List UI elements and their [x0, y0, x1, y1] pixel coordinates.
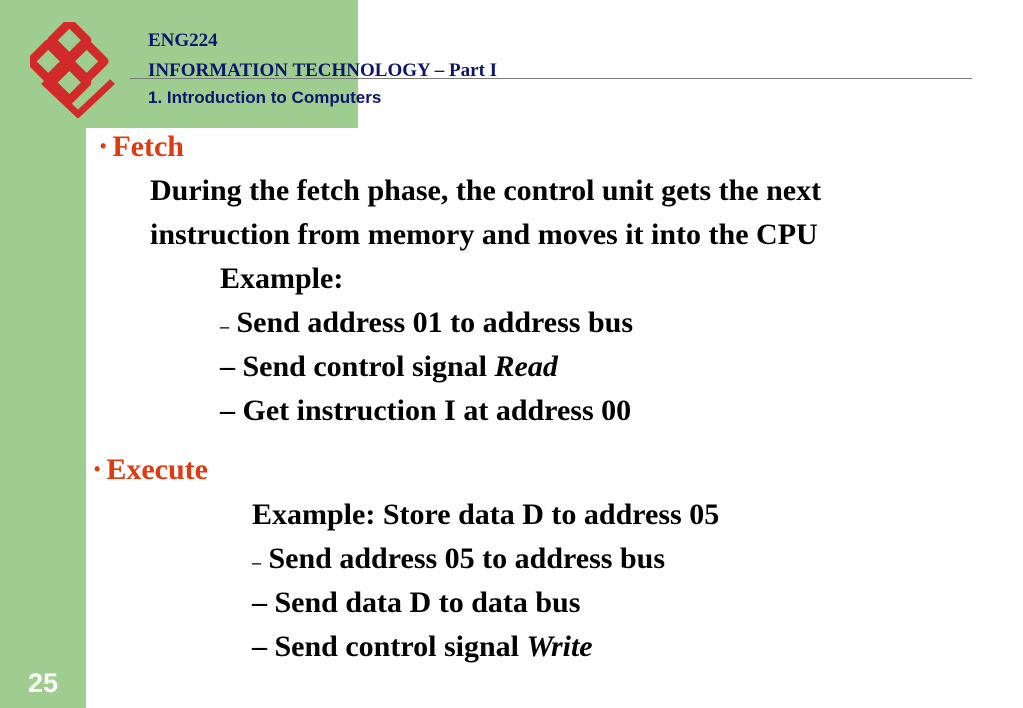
section-subtitle: 1. Introduction to Computers — [148, 88, 382, 107]
dash-icon: – — [252, 630, 267, 663]
execute-heading: Execute — [106, 453, 208, 486]
execute-bullet-heading — [94, 453, 208, 489]
fetch-step-text: Get instruction I at address 00 — [235, 394, 632, 427]
fetch-step-text: Send control signal — [235, 350, 495, 383]
dash-icon: – — [252, 552, 261, 572]
fetch-step-emphasis: Read — [494, 350, 558, 383]
fetch-step — [220, 394, 631, 428]
fetch-bullet-heading — [100, 130, 184, 166]
dash-icon: – — [220, 350, 235, 383]
course-code: ENG224 — [148, 30, 218, 51]
execute-step-text: Send address 05 to address bus — [261, 542, 666, 575]
execute-step — [252, 630, 593, 664]
execute-example-label: Example: Store data D to address 05 — [252, 498, 720, 531]
dash-icon: – — [252, 586, 267, 619]
fetch-example-label: Example: — [220, 262, 344, 295]
execute-step-text: Send data D to data bus — [267, 586, 581, 619]
execute-step — [252, 542, 665, 579]
bullet-icon: • — [100, 136, 107, 157]
bullet-icon: • — [94, 459, 101, 480]
fetch-step — [220, 306, 633, 343]
fetch-description-line1: During the fetch phase, the control unit gets the next — [150, 174, 822, 207]
execute-step-emphasis: Write — [526, 630, 593, 663]
execute-step — [252, 586, 580, 620]
fetch-heading: Fetch — [112, 130, 184, 163]
fetch-step-text: Send address 01 to address bus — [229, 306, 634, 339]
dash-icon: – — [220, 394, 235, 427]
dash-icon: – — [220, 316, 229, 336]
execute-step-text: Send control signal — [267, 630, 527, 663]
fetch-description-line2: instruction from memory and moves it into the CPU — [150, 218, 818, 251]
course-title: INFORMATION TECHNOLOGY – Part I — [148, 60, 498, 81]
fetch-step — [220, 350, 558, 384]
page-number: 25 — [27, 668, 59, 698]
university-logo-icon — [30, 22, 126, 118]
